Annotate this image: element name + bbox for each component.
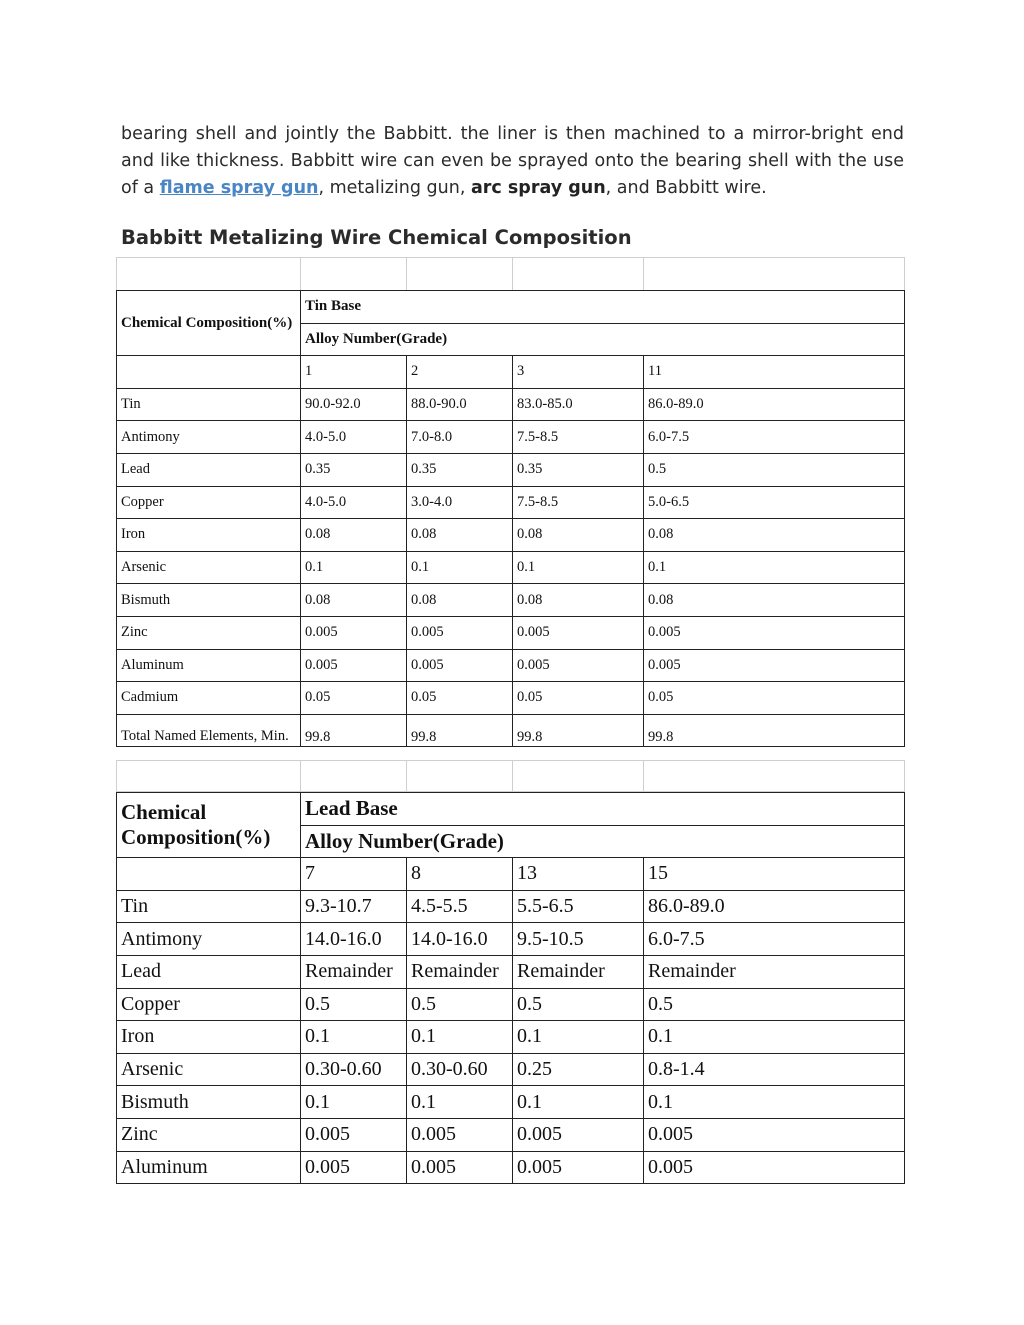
tin-value-cell: 0.005 [407,649,513,682]
tin-table-row [117,421,905,454]
tin-table-row [117,453,905,486]
lead-header-row [117,793,905,826]
lead-value-cell: 0.5 [644,988,905,1021]
tin-alloy-label: Alloy Number(Grade) [301,323,905,356]
tin-value-cell: 7.5-8.5 [513,421,644,454]
lead-value-cell: 0.005 [513,1118,644,1151]
tin-value-cell: 0.08 [513,584,644,617]
lead-table-row [117,1118,905,1151]
lead-value-cell: 0.005 [644,1118,905,1151]
tin-value-cell: 7.0-8.0 [407,421,513,454]
tin-value-cell: 0.08 [407,519,513,552]
tin-value-cell: 0.05 [644,682,905,715]
lead-grade-row [117,858,905,891]
flame-spray-gun-link[interactable]: flame spray gun [159,178,319,198]
tin-base-table [116,290,905,747]
lead-element-name: Zinc [117,1118,301,1151]
tin-grade: 11 [644,356,905,389]
tin-value-cell: 88.0-90.0 [407,388,513,421]
lead-alloy-label: Alloy Number(Grade) [301,825,905,858]
lead-element-name: Bismuth [117,1086,301,1119]
tin-table-row [117,519,905,552]
tin-table-row [117,486,905,519]
tin-value-cell: 0.005 [644,616,905,649]
lead-value-cell: 0.1 [513,1021,644,1054]
lead-value-cell: Remainder [644,955,905,988]
tin-element-name: Copper [117,486,301,519]
lead-value-cell: Remainder [301,955,407,988]
lead-value-cell: 9.3-10.7 [301,890,407,923]
tin-element-name: Antimony [117,421,301,454]
lead-table-row [117,923,905,956]
tin-value-cell: 99.8 [644,714,905,747]
tin-value-cell: 99.8 [301,714,407,747]
tin-table-row [117,649,905,682]
tin-grade-blank [117,356,301,389]
lead-value-cell: 0.5 [513,988,644,1021]
tin-value-cell: 0.1 [644,551,905,584]
lead-value-cell: 14.0-16.0 [301,923,407,956]
lead-element-name: Tin [117,890,301,923]
tin-grade: 2 [407,356,513,389]
tin-value-cell: 5.0-6.5 [644,486,905,519]
tin-value-cell: 0.005 [513,649,644,682]
tin-table-row [117,584,905,617]
lead-value-cell: 0.1 [644,1086,905,1119]
spacer-row-middle [116,760,905,792]
tin-value-cell: 0.1 [407,551,513,584]
intro-text-2: , metalizing gun, [318,178,471,198]
tin-element-name: Aluminum [117,649,301,682]
tin-element-name: Iron [117,519,301,552]
tin-table-row [117,682,905,715]
lead-element-name: Lead [117,955,301,988]
tin-element-name: Tin [117,388,301,421]
lead-table-row [117,1086,905,1119]
lead-grade: 8 [407,858,513,891]
lead-value-cell: 5.5-6.5 [513,890,644,923]
tin-value-cell: 4.0-5.0 [301,421,407,454]
lead-value-cell: 0.5 [301,988,407,1021]
tin-element-name: Total Named Elements, Min. [117,714,301,747]
tin-value-cell: 0.005 [301,616,407,649]
tin-value-cell: 0.35 [513,453,644,486]
tin-value-cell: 0.05 [407,682,513,715]
lead-value-cell: 0.1 [301,1021,407,1054]
lead-value-cell: 6.0-7.5 [644,923,905,956]
tin-value-cell: 90.0-92.0 [301,388,407,421]
tin-value-cell: 0.005 [513,616,644,649]
tin-value-cell: 99.8 [513,714,644,747]
tin-base-label: Tin Base [301,291,905,324]
tin-element-name: Bismuth [117,584,301,617]
lead-row-header: Chemical Composition(%) [117,793,301,858]
tin-element-name: Arsenic [117,551,301,584]
lead-value-cell: 0.005 [407,1151,513,1184]
tin-value-cell: 0.5 [644,453,905,486]
lead-grade: 15 [644,858,905,891]
tin-value-cell: 0.08 [644,584,905,617]
lead-value-cell: 86.0-89.0 [644,890,905,923]
lead-value-cell: 0.005 [301,1151,407,1184]
lead-table-row [117,890,905,923]
lead-value-cell: 0.30-0.60 [301,1053,407,1086]
lead-table-row [117,988,905,1021]
tin-value-cell: 0.35 [301,453,407,486]
lead-value-cell: 0.1 [301,1086,407,1119]
lead-grade: 7 [301,858,407,891]
lead-value-cell: 0.30-0.60 [407,1053,513,1086]
tin-table-row [117,388,905,421]
tin-value-cell: 0.005 [301,649,407,682]
lead-value-cell: 0.005 [301,1118,407,1151]
lead-value-cell: 0.5 [407,988,513,1021]
tin-value-cell: 99.8 [407,714,513,747]
lead-grade-blank [117,858,301,891]
tin-element-name: Zinc [117,616,301,649]
tin-value-cell: 0.08 [407,584,513,617]
tin-value-cell: 83.0-85.0 [513,388,644,421]
section-heading: Babbitt Metalizing Wire Chemical Composition [121,226,632,249]
tin-header-row [117,291,905,324]
tin-value-cell: 7.5-8.5 [513,486,644,519]
tin-grade: 3 [513,356,644,389]
lead-value-cell: 14.0-16.0 [407,923,513,956]
tin-value-cell: 0.05 [513,682,644,715]
lead-element-name: Copper [117,988,301,1021]
intro-paragraph [121,121,904,202]
lead-value-cell: Remainder [513,955,644,988]
lead-grade: 13 [513,858,644,891]
lead-value-cell: 0.1 [513,1086,644,1119]
lead-value-cell: 9.5-10.5 [513,923,644,956]
lead-table-row [117,955,905,988]
tin-value-cell: 0.08 [301,519,407,552]
tin-value-cell: 0.1 [301,551,407,584]
spacer-row-top [116,257,905,291]
lead-value-cell: 0.005 [513,1151,644,1184]
intro-text-1: bearing shell and jointly the Babbitt. the liner is then machined to a mirror-bright end and like thickness. Babbitt wire can even be sprayed onto the bearing shell with the use of a [121,124,904,198]
tin-value-cell: 0.005 [644,649,905,682]
tin-table-row [117,551,905,584]
lead-element-name: Antimony [117,923,301,956]
tin-value-cell: 4.0-5.0 [301,486,407,519]
tin-value-cell: 0.005 [407,616,513,649]
lead-element-name: Arsenic [117,1053,301,1086]
lead-base-label: Lead Base [301,793,905,826]
tin-value-cell: 0.35 [407,453,513,486]
tin-table-row [117,714,905,747]
tin-grade: 1 [301,356,407,389]
lead-value-cell: 0.25 [513,1053,644,1086]
tin-value-cell: 0.1 [513,551,644,584]
arc-spray-gun-text: arc spray gun [470,178,606,198]
tin-element-name: Cadmium [117,682,301,715]
tin-table-row [117,616,905,649]
tin-value-cell: 0.08 [513,519,644,552]
lead-value-cell: 0.1 [644,1021,905,1054]
lead-value-cell: 0.1 [407,1086,513,1119]
lead-element-name: Aluminum [117,1151,301,1184]
lead-table-row [117,1151,905,1184]
tin-value-cell: 0.05 [301,682,407,715]
tin-value-cell: 0.08 [644,519,905,552]
tin-value-cell: 86.0-89.0 [644,388,905,421]
lead-table-row [117,1021,905,1054]
tin-element-name: Lead [117,453,301,486]
tin-value-cell: 0.08 [301,584,407,617]
tin-row-header: Chemical Composition(%) [117,291,301,356]
intro-text-3: , and Babbitt wire. [605,178,767,198]
lead-element-name: Iron [117,1021,301,1054]
lead-value-cell: Remainder [407,955,513,988]
lead-table-row [117,1053,905,1086]
lead-value-cell: 0.005 [407,1118,513,1151]
lead-value-cell: 0.005 [644,1151,905,1184]
tin-value-cell: 6.0-7.5 [644,421,905,454]
lead-value-cell: 0.8-1.4 [644,1053,905,1086]
tin-value-cell: 3.0-4.0 [407,486,513,519]
tin-grade-row [117,356,905,389]
lead-value-cell: 4.5-5.5 [407,890,513,923]
lead-value-cell: 0.1 [407,1021,513,1054]
lead-base-table [116,792,905,1184]
